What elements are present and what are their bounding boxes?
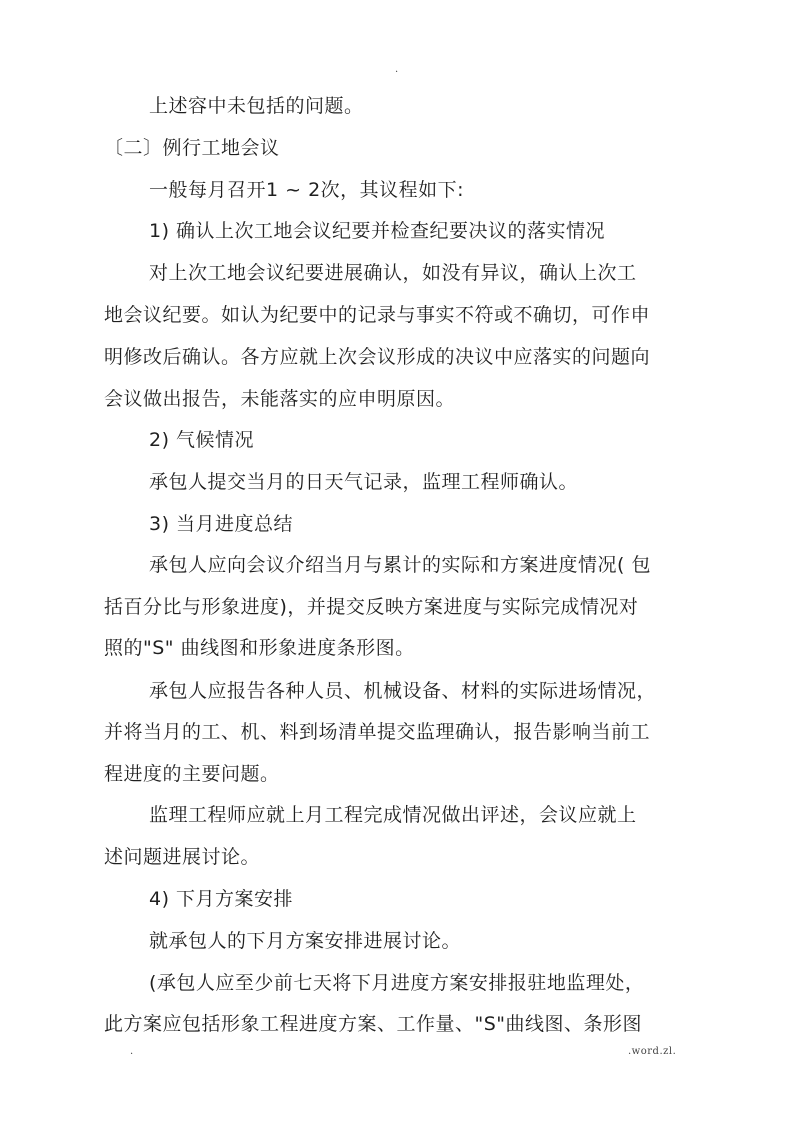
text-line: 一般每月召开1 ~ 2次，其议程如下: xyxy=(149,179,465,201)
text-line: 照的"S" 曲线图和形象进度条形图。 xyxy=(104,637,415,659)
text-line: (承包人应至少前七天将下月进度方案安排报驻地监理处， xyxy=(149,972,645,994)
text-line: 并将当月的工、机、料到场清单提交监理确认，报告影响当前工 xyxy=(104,721,651,743)
text-line: 承包人提交当月的日天气记录，监理工程师确认。 xyxy=(149,471,579,493)
text-line: 会议做出报告，未能落实的应申明原因。 xyxy=(104,388,456,410)
footer-left-mark: . xyxy=(130,1046,134,1057)
section-heading: 〔二〕例行工地会议 xyxy=(104,137,280,159)
text-line: 承包人应报告各种人员、机械设备、材料的实际进场情况， xyxy=(149,680,657,702)
header-mark: . xyxy=(395,64,399,75)
footer-watermark: .word.zl. xyxy=(628,1046,677,1057)
text-line: 上述容中未包括的问题。 xyxy=(149,95,364,117)
list-item-heading: 1) 确认上次工地会议纪要并检查纪要决议的落实情况 xyxy=(149,220,606,242)
text-line: 就承包人的下月方案安排进展讨论。 xyxy=(149,930,462,952)
text-line: 此方案应包括形象工程进度方案、工作量、"S"曲线图、条形图 xyxy=(104,1013,643,1035)
text-line: 监理工程师应就上月工程完成情况做出评述，会议应就上 xyxy=(149,804,637,826)
text-line: 承包人应向会议介绍当月与累计的实际和方案进度情况( 包 xyxy=(149,554,651,576)
list-item-heading: 3) 当月进度总结 xyxy=(149,513,294,535)
text-line: 程进度的主要问题。 xyxy=(104,763,280,785)
list-item-heading: 2) 气候情况 xyxy=(149,429,255,451)
list-item-heading: 4) 下月方案安排 xyxy=(149,888,294,910)
text-line: 对上次工地会议纪要进展确认，如没有异议，确认上次工 xyxy=(149,262,637,284)
text-line: 地会议纪要。如认为纪要中的记录与事实不符或不确切，可作申 xyxy=(104,304,651,326)
text-line: 明修改后确认。各方应就上次会议形成的决议中应落实的问题向 xyxy=(104,346,651,368)
text-line: 述问题进展讨论。 xyxy=(104,846,261,868)
text-line: 括百分比与形象进度)，并提交反映方案进度与实际完成情况对 xyxy=(104,596,639,618)
